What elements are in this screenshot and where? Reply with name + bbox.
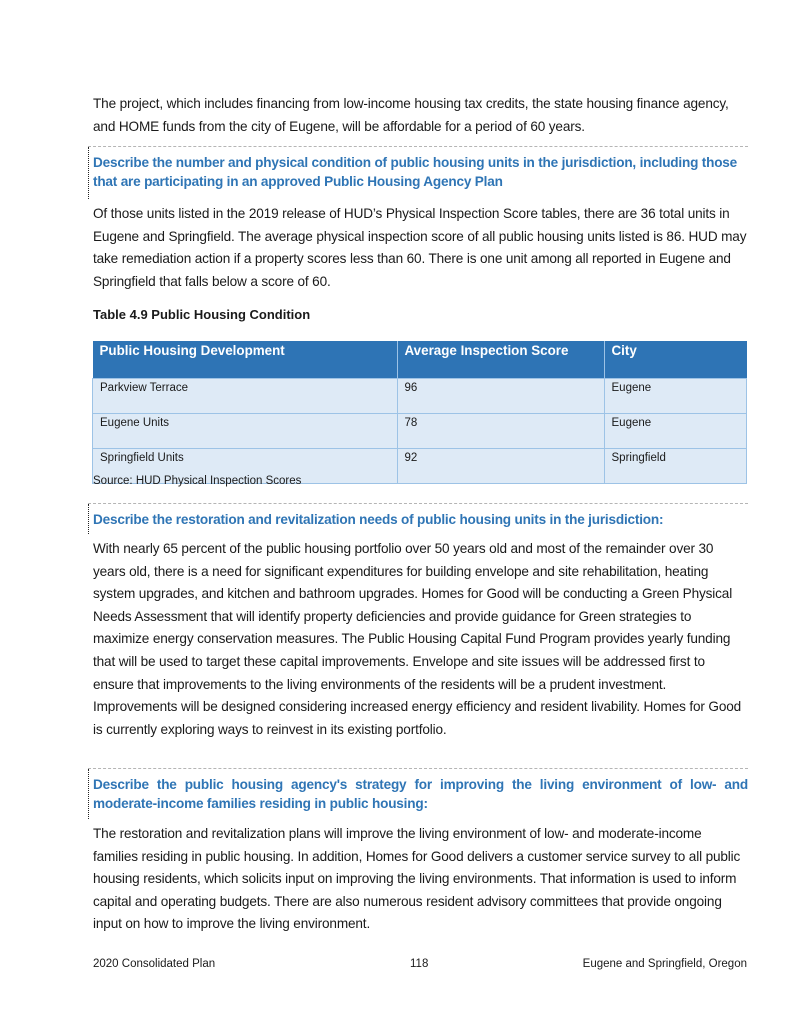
question-restoration-needs: Describe the restoration and revitalization needs of public housing units in the jurisdiction: (93, 512, 664, 527)
question-box-left-rule (88, 147, 89, 199)
public-housing-condition-table (92, 341, 747, 484)
table-row (93, 379, 747, 414)
intro-paragraph: The project, which includes financing from low-income housing tax credits, the state housing finance agency, and HOME funds from the city of Eugene, will be affordable for a period of 60 years. (93, 96, 729, 134)
answer-physical-condition: Of those units listed in the 2019 release of HUD’s Physical Inspection Score tables, there are 36 total units in Eugene and Springfield. The average physical inspection score of all public housing units listed is 86. HUD may take remediation action if a property scores less than 60. There is one unit among all reported in Eugene and Springfield that falls below a score of 60. (93, 206, 747, 289)
question-box-restoration-needs (88, 503, 748, 540)
cell-development: Springfield Units (93, 449, 398, 484)
table-row (93, 414, 747, 449)
header-development: Public Housing Development (93, 341, 398, 379)
table-header-row (93, 341, 747, 379)
header-city: City (604, 341, 747, 379)
header-score: Average Inspection Score (397, 341, 604, 379)
table-source: Source: HUD Physical Inspection Scores (93, 475, 302, 487)
cell-score: 92 (397, 449, 604, 484)
question-agency-strategy-line2: moderate-income families residing in public housing: (93, 796, 428, 811)
footer-jurisdiction: Eugene and Springfield, Oregon (582, 958, 747, 970)
question-physical-condition: Describe the number and physical condition of public housing units in the jurisdiction, including those that are participating in an approved Public Housing Agency Plan (93, 155, 738, 189)
table-caption: Table 4.9 Public Housing Condition (93, 307, 311, 322)
cell-development: Parkview Terrace (93, 379, 398, 414)
cell-development: Eugene Units (93, 414, 398, 449)
question-agency-strategy (88, 769, 748, 813)
question-box-agency-strategy (88, 768, 748, 825)
footer-page-number: 118 (410, 958, 429, 970)
question-box-left-rule (88, 504, 89, 534)
cell-score: 78 (397, 414, 604, 449)
question-box-left-rule (88, 769, 89, 819)
cell-city: Eugene (604, 379, 747, 414)
footer-document-title: 2020 Consolidated Plan (93, 958, 216, 970)
answer-agency-strategy: The restoration and revitalization plans will improve the living environment of low- and moderate-income families residing in public housing. In addition, Homes for Good delivers a customer service survey to all public housing residents, which solicits input on improving the living environments. That information is used to inform capital and operating budgets. There are also numerous resident advisory committees that provide ongoing input on how to improve the living environment. (93, 826, 741, 932)
cell-city: Eugene (604, 414, 747, 449)
cell-score: 96 (397, 379, 604, 414)
question-agency-strategy-line1: Describe the public housing agency's strategy for improving the living environment of low- and (93, 777, 748, 792)
question-box-physical-condition (88, 146, 748, 203)
cell-city: Springfield (604, 449, 747, 484)
answer-restoration-needs: With nearly 65 percent of the public housing portfolio over 50 years old and most of the remainder over 30 years old, there is a need for significant expenditures for building envelope and site rehabilitation, heating system upgrades, and kitchen and bathroom upgrades. Homes for Good will be conducting a Green Physical Needs Assessment that will identify property deficiencies and provide guidance for Green strategies to maximize energy conservation measures. The Public Housing Capital Fund Program provides yearly funding that will be used to target these capital improvements. Envelope and site issues will be addressed first to ensure that improvements to the living environments of the residents will be a prudent investment. Improvements will be designed considering increased energy efficiency and resident livability. Homes for Good is currently exploring ways to reinvest in its existing portfolio. (93, 541, 742, 737)
